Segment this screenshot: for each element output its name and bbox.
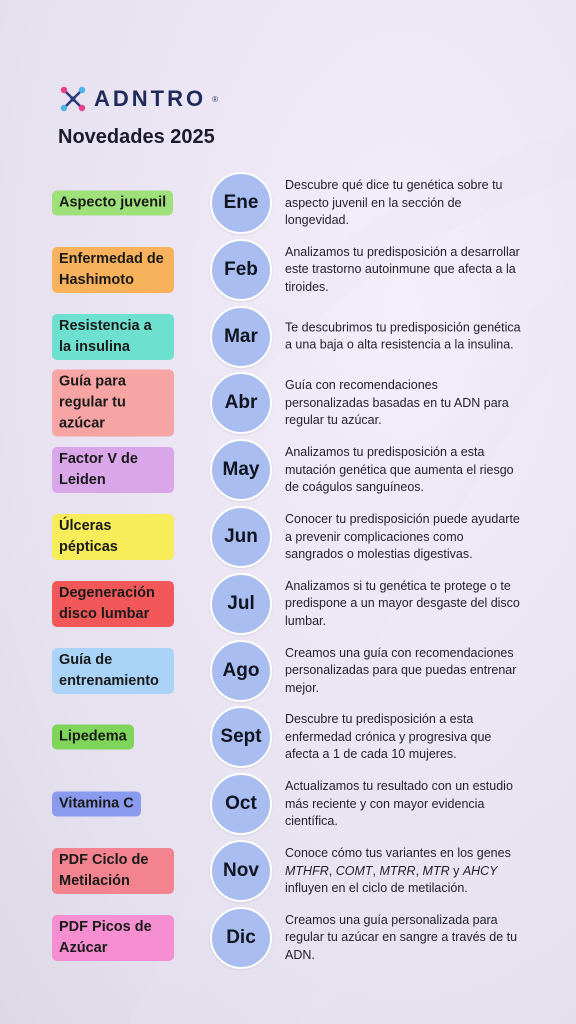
timeline-row bbox=[0, 838, 576, 904]
month-bubble: Abr bbox=[210, 372, 272, 434]
header bbox=[58, 84, 218, 149]
description-text: Guía con recomendaciones personalizadas basadas en tu ADN para regular tu azúcar. bbox=[285, 378, 509, 428]
gene-name: MTR bbox=[422, 863, 450, 878]
gene-name: AHCY bbox=[462, 863, 498, 878]
description-text: Descubre qué dice tu genética sobre tu aspecto juvenil en la sección de longevidad. bbox=[285, 177, 503, 227]
gene-name: MTRR bbox=[379, 863, 416, 878]
adntro-logo-icon bbox=[58, 84, 88, 114]
topic-tag: Aspecto juvenil bbox=[52, 191, 173, 216]
gene-name: COMT bbox=[335, 863, 373, 878]
gene-name: MTHFR bbox=[285, 863, 329, 878]
description-text: Analizamos tu predisposición a desarrollar este trastorno autoinmune que afecta a la tiroides. bbox=[285, 244, 520, 294]
topic-tag: Degeneración disco lumbar bbox=[52, 581, 174, 627]
description-text: Analizamos tu predisposición a esta mutación genética que aumenta el riesgo de coágulos sanguíneos. bbox=[285, 444, 514, 494]
timeline-row bbox=[0, 504, 576, 570]
timeline-row bbox=[0, 304, 576, 370]
month-bubble: Oct bbox=[210, 773, 272, 835]
topic-tag: Úlceras pépticas bbox=[52, 514, 174, 560]
month-bubble: Jul bbox=[210, 573, 272, 635]
brand-name: ADNTRO bbox=[94, 86, 207, 111]
description-fragment: , bbox=[328, 863, 336, 878]
topic-tag: Lipedema bbox=[52, 725, 134, 750]
timeline-row bbox=[0, 370, 576, 436]
month-bubble: Mar bbox=[210, 306, 272, 368]
month-bubble: Feb bbox=[210, 239, 272, 301]
timeline-row bbox=[0, 771, 576, 837]
description-text: Descubre tu predisposición a esta enfermedad crónica y progresiva que afecta a 1 de cada 10 mujeres. bbox=[285, 712, 492, 762]
description-text: Actualizamos tu resultado con un estudio más reciente y con mayor evidencia científica. bbox=[285, 778, 513, 828]
topic-tag: Enfermedad de Hashimoto bbox=[52, 247, 174, 293]
brand-logo bbox=[58, 84, 218, 114]
month-bubble: Dic bbox=[210, 907, 272, 969]
topic-tag: Vitamina C bbox=[52, 792, 141, 817]
description-fragment: , bbox=[415, 863, 423, 878]
page-title: Novedades 2025 bbox=[58, 126, 215, 148]
timeline-row bbox=[0, 704, 576, 770]
timeline-row bbox=[0, 437, 576, 503]
description-fragment: y bbox=[449, 863, 463, 878]
month-bubble: Ene bbox=[210, 172, 272, 234]
description-text bbox=[285, 845, 525, 898]
topic-tag: Resistencia a la insulina bbox=[52, 314, 174, 360]
timeline-row bbox=[0, 638, 576, 704]
topic-tag: PDF Ciclo de Metilación bbox=[52, 848, 174, 894]
topic-tag: Guía para regular tu azúcar bbox=[52, 370, 174, 437]
timeline-row bbox=[0, 571, 576, 637]
topic-tag: Guía de entrenamiento bbox=[52, 648, 174, 694]
description-text: Analizamos si tu genética te protege o te predispone a un mayor desgaste del disco lumbar. bbox=[285, 578, 520, 628]
month-bubble: Ago bbox=[210, 640, 272, 702]
description-text: Te descubrimos tu predisposición genética a una baja o alta resistencia a la insulina. bbox=[285, 320, 521, 352]
timeline-row bbox=[0, 905, 576, 971]
topic-tag: Factor V de Leiden bbox=[52, 447, 174, 493]
description-text: Creamos una guía personalizada para regular tu azúcar en sangre a través de tu ADN. bbox=[285, 912, 518, 962]
description-fragment: Conoce cómo tus variantes en los genes bbox=[285, 845, 511, 860]
timeline-row bbox=[0, 237, 576, 303]
description-fragment: , bbox=[372, 863, 380, 878]
registered-mark: ® bbox=[212, 94, 219, 104]
month-bubble: Jun bbox=[210, 506, 272, 568]
month-bubble: Nov bbox=[210, 840, 272, 902]
topic-tag: PDF Picos de Azúcar bbox=[52, 915, 174, 961]
month-bubble: May bbox=[210, 439, 272, 501]
description-text: Conocer tu predisposición puede ayudarte a prevenir complicaciones como sangrados o molestias digestivas. bbox=[285, 511, 520, 561]
description-text: Creamos una guía con recomendaciones personalizadas para que puedas entrenar mejor. bbox=[285, 645, 517, 695]
month-bubble: Sept bbox=[210, 706, 272, 768]
timeline-row bbox=[0, 170, 576, 236]
description-fragment: influyen en el ciclo de metilación. bbox=[285, 880, 468, 895]
